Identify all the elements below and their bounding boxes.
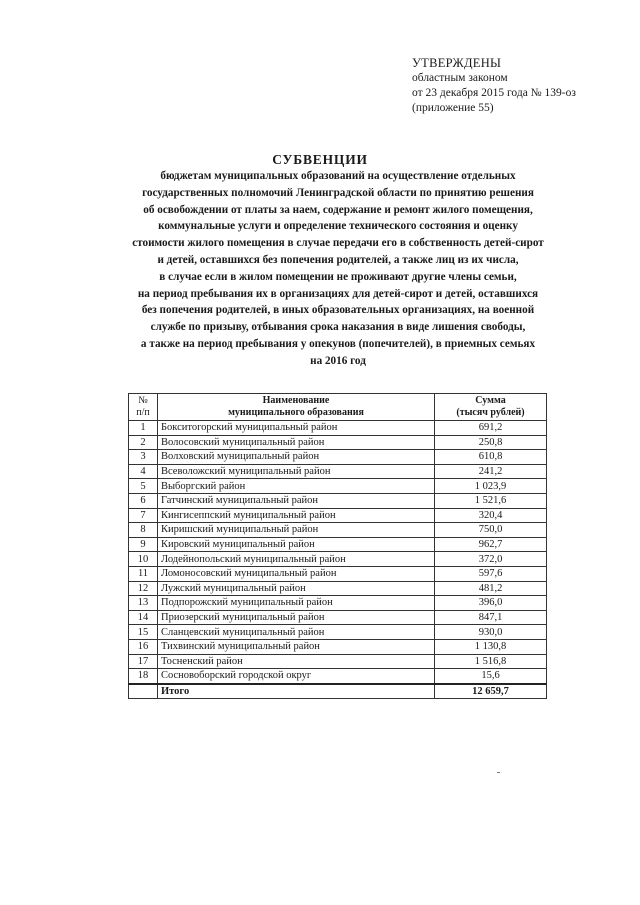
approved-appendix: (приложение 55) [412, 102, 494, 114]
row-name: Бокситогорский муниципальный район [158, 421, 435, 436]
approved-heading: УТВЕРЖДЕНЫ [412, 56, 502, 70]
subtitle-line: государственных полномочий Ленинградской области по принятию решения [142, 186, 534, 199]
row-sum: 691,2 [435, 421, 547, 436]
row-sum: 1 516,8 [435, 654, 547, 669]
row-sum: 847,1 [435, 610, 547, 625]
row-number: 17 [129, 654, 158, 669]
row-number: 10 [129, 552, 158, 567]
row-name: Подпорожский муниципальный район [158, 596, 435, 611]
row-sum: 250,8 [435, 435, 547, 450]
row-number: 14 [129, 610, 158, 625]
table-row [129, 639, 547, 654]
row-number: 1 [129, 421, 158, 436]
table-row [129, 625, 547, 640]
row-number: 15 [129, 625, 158, 640]
row-number: 2 [129, 435, 158, 450]
row-name: Кингисеппский муниципальный район [158, 508, 435, 523]
row-sum: 241,2 [435, 464, 547, 479]
row-number: 13 [129, 596, 158, 611]
subtitle-line: в случае если в жилом помещении не проживают другие члены семьи, [159, 270, 517, 283]
table-row [129, 435, 547, 450]
approval-stamp [412, 56, 576, 116]
table-body [129, 421, 547, 699]
row-sum: 610,8 [435, 450, 547, 465]
row-number: 8 [129, 523, 158, 538]
row-name: Тихвинский муниципальный район [158, 639, 435, 654]
row-name: Волосовский муниципальный район [158, 435, 435, 450]
approved-law: областным законом [412, 72, 508, 84]
table-row [129, 523, 547, 538]
row-sum: 750,0 [435, 523, 547, 538]
document-title: СУБВЕНЦИИ [272, 152, 368, 167]
table-row [129, 552, 547, 567]
row-sum: 15,6 [435, 669, 547, 684]
table-row [129, 581, 547, 596]
subtitle-line: и детей, оставшихся без попечения родителей, а также лиц из их числа, [157, 253, 519, 266]
row-sum: 597,6 [435, 566, 547, 581]
row-sum: 962,7 [435, 537, 547, 552]
total-sum: 12 659,7 [435, 684, 547, 699]
document-subtitle [70, 168, 606, 370]
subtitle-line: а также на период пребывания у опекунов (попечителей), в приемных семьях [140, 337, 536, 350]
subtitle-line: стоимости жилого помещения в случае передачи его в собственность детей-сирот [132, 237, 544, 250]
row-sum: 1 023,9 [435, 479, 547, 494]
row-sum: 396,0 [435, 596, 547, 611]
row-sum: 481,2 [435, 581, 547, 596]
row-sum: 1 521,6 [435, 493, 547, 508]
scan-dot [497, 772, 500, 773]
row-number: 5 [129, 479, 158, 494]
row-name: Волховский муниципальный район [158, 450, 435, 465]
row-name: Кировский муниципальный район [158, 537, 435, 552]
subtitle-line: коммунальные услуги и определение технического состояния и оценку [158, 220, 518, 233]
table-header-row [129, 394, 547, 421]
approved-date: от 23 декабря 2015 года № 139-оз [412, 87, 576, 99]
total-label: Итого [158, 684, 435, 699]
row-number: 18 [129, 669, 158, 684]
table-row [129, 654, 547, 669]
subventions-table [128, 393, 547, 699]
subtitle-line: службе по призыву, отбывания срока наказания в виде лишения свободы, [150, 321, 526, 334]
row-number: 7 [129, 508, 158, 523]
subtitle-line: об освобождении от платы за наем, содержание и ремонт жилого помещения, [143, 203, 533, 216]
table-row [129, 464, 547, 479]
row-name: Ломоносовский муниципальный район [158, 566, 435, 581]
row-sum: 320,4 [435, 508, 547, 523]
row-name: Сосновоборский городской округ [158, 669, 435, 684]
total-num [129, 684, 158, 699]
row-sum: 1 130,8 [435, 639, 547, 654]
row-number: 3 [129, 450, 158, 465]
subtitle-line: на 2016 год [310, 354, 366, 367]
table-row [129, 493, 547, 508]
table-row [129, 450, 547, 465]
row-name: Приозерский муниципальный район [158, 610, 435, 625]
row-number: 11 [129, 566, 158, 581]
subtitle-line: без попечения родителей, в иных образовательных организациях, на военной [141, 304, 535, 317]
table-row [129, 596, 547, 611]
table-row [129, 421, 547, 436]
header-num: № п/п [129, 394, 158, 421]
row-sum: 930,0 [435, 625, 547, 640]
row-number: 12 [129, 581, 158, 596]
table-row [129, 669, 547, 684]
table-row [129, 508, 547, 523]
table-row [129, 537, 547, 552]
row-name: Тосненский район [158, 654, 435, 669]
subtitle-line: на период пребывания их в организациях для детей-сирот и детей, оставшихся [137, 287, 539, 300]
header-sum: Сумма (тысяч рублей) [435, 394, 547, 421]
row-name: Лодейнопольский муниципальный район [158, 552, 435, 567]
table-row [129, 479, 547, 494]
row-sum: 372,0 [435, 552, 547, 567]
table-row [129, 566, 547, 581]
row-number: 4 [129, 464, 158, 479]
row-number: 6 [129, 493, 158, 508]
row-name: Гатчинский муниципальный район [158, 493, 435, 508]
header-name: Наименование муниципального образования [158, 394, 435, 421]
row-number: 9 [129, 537, 158, 552]
row-name: Выборгский район [158, 479, 435, 494]
row-number: 16 [129, 639, 158, 654]
subtitle-line: бюджетам муниципальных образований на осуществление отдельных [160, 170, 516, 182]
row-name: Киришский муниципальный район [158, 523, 435, 538]
row-name: Лужский муниципальный район [158, 581, 435, 596]
table-row [129, 610, 547, 625]
row-name: Сланцевский муниципальный район [158, 625, 435, 640]
row-name: Всеволожский муниципальный район [158, 464, 435, 479]
total-row [129, 684, 547, 699]
